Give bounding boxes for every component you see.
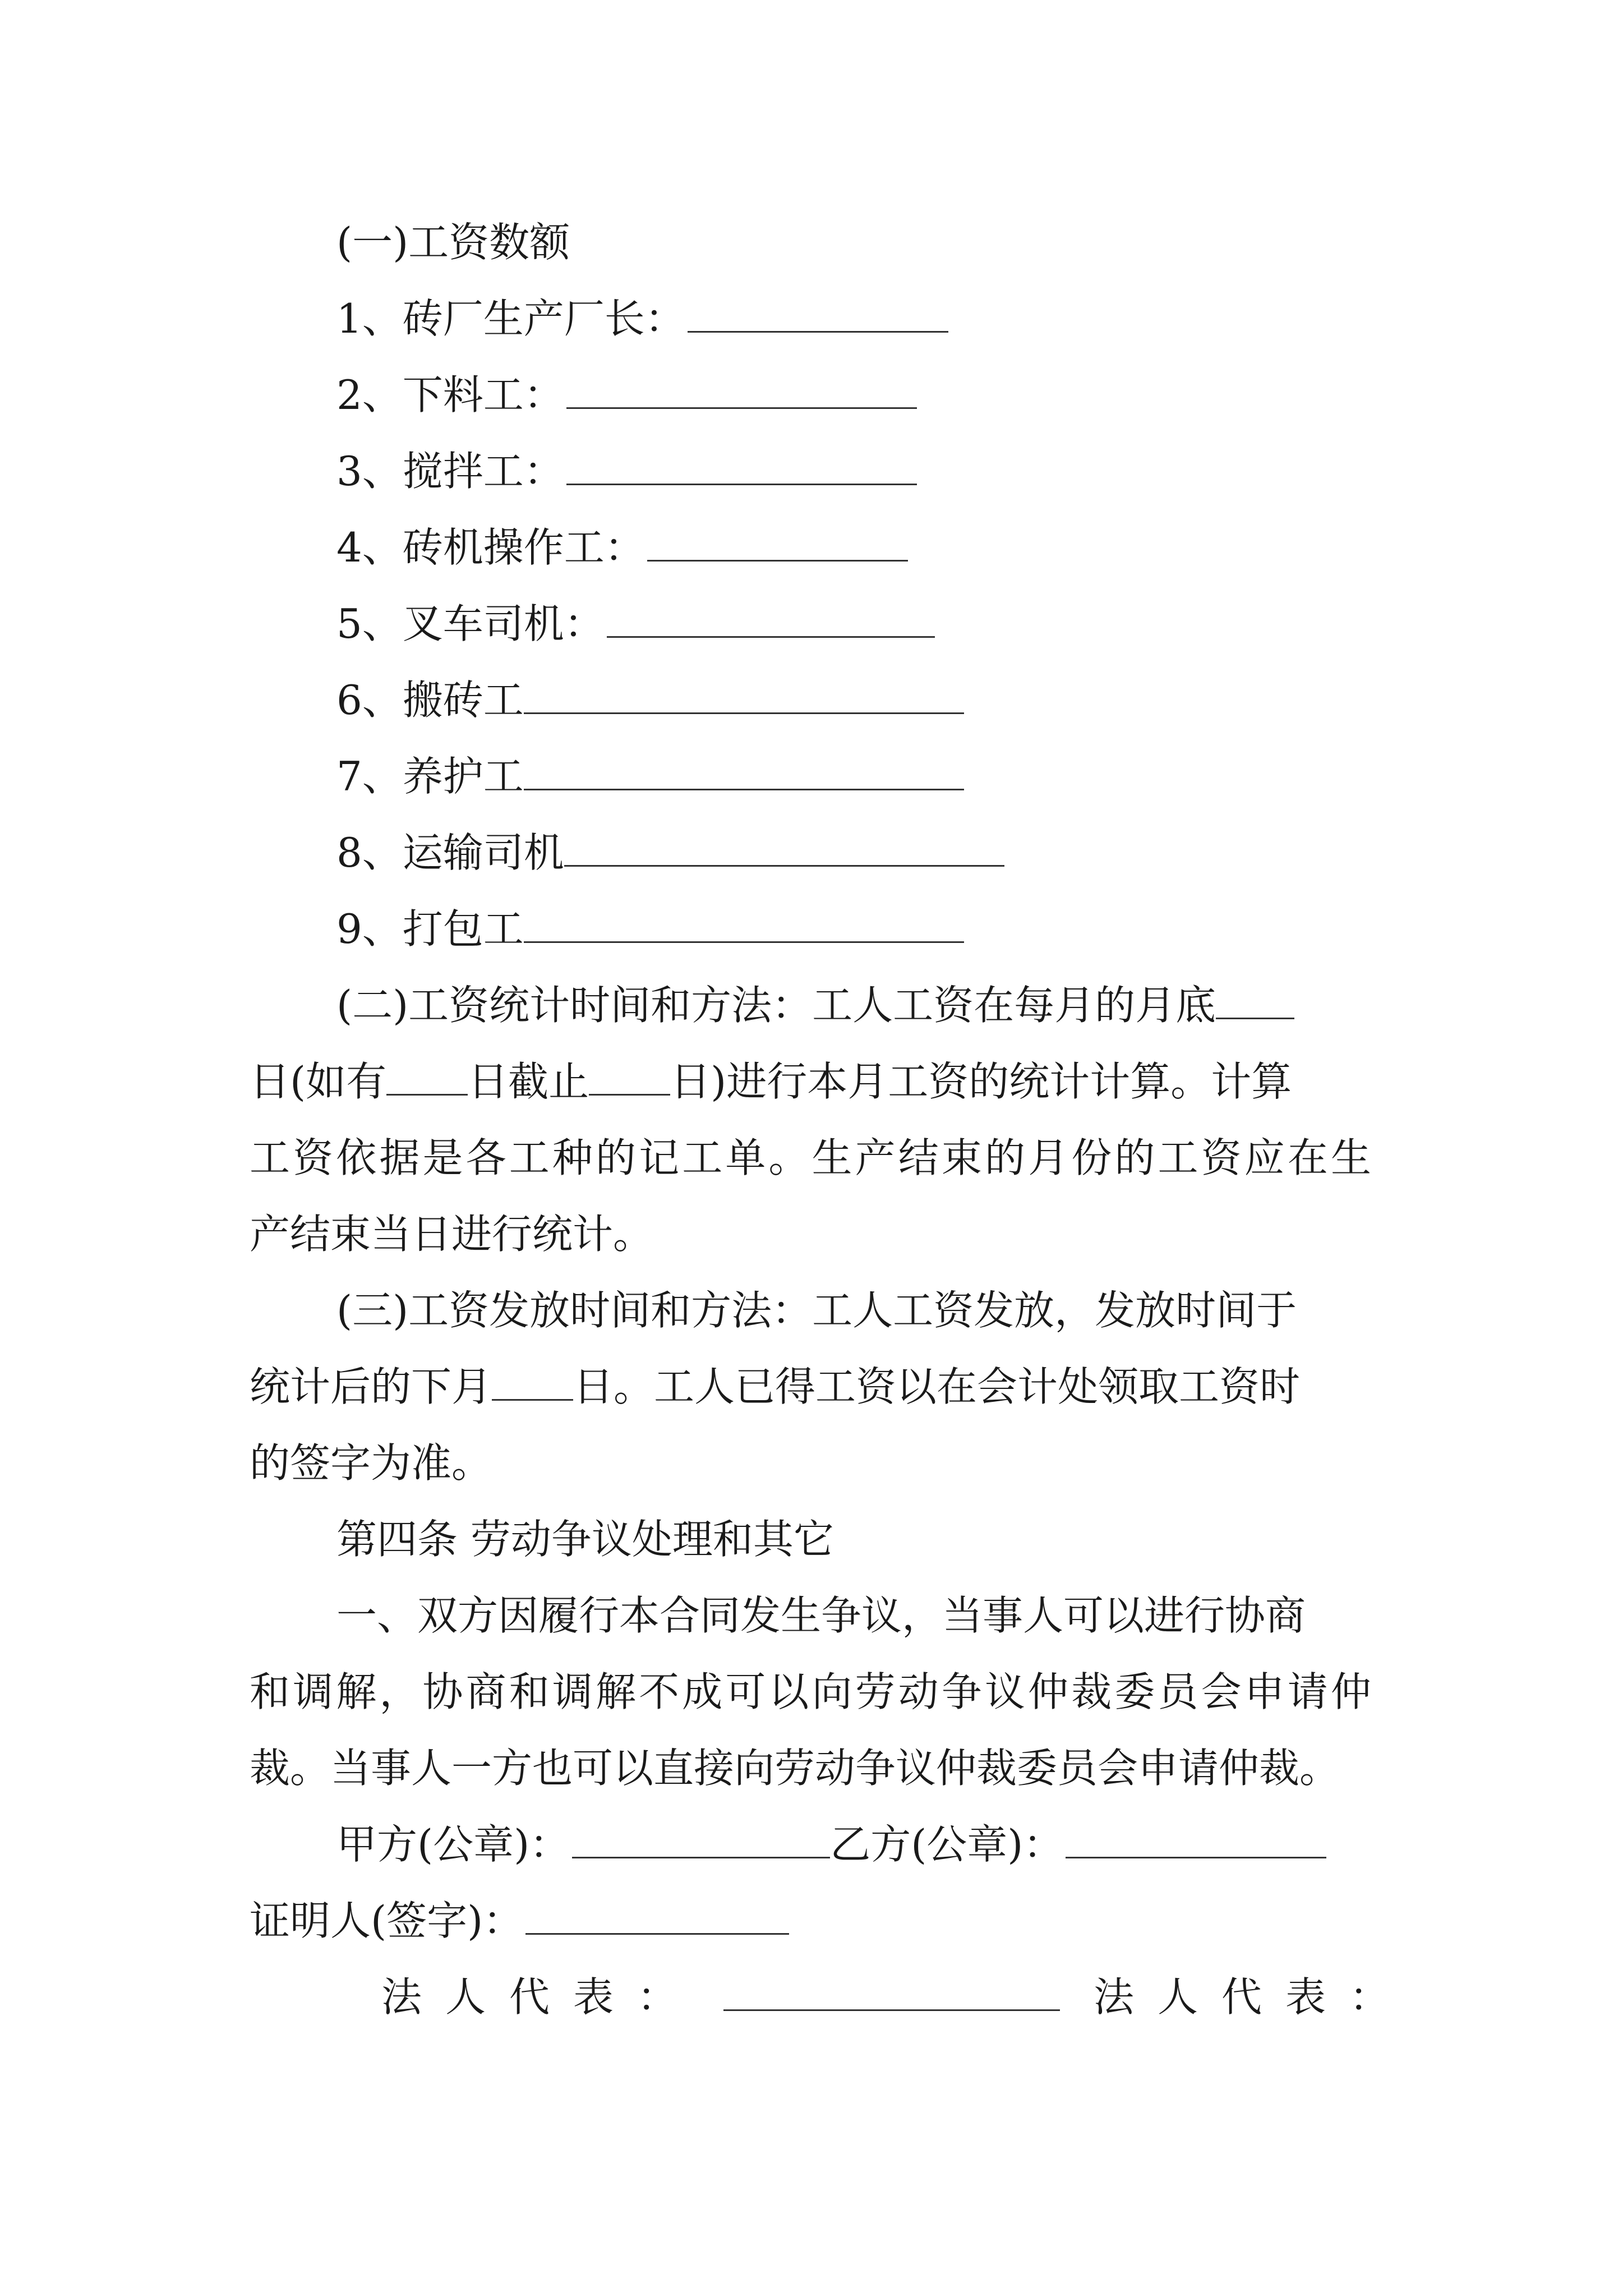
witness-line bbox=[250, 1893, 789, 1949]
stat-para-line-3: 工资依据是各工种的记工单。生产结束的月份的工资应在生 bbox=[250, 1134, 1371, 1181]
salary-item-1 bbox=[336, 291, 948, 347]
fill-blank[interactable] bbox=[524, 902, 964, 943]
fill-blank[interactable] bbox=[524, 673, 964, 714]
party-a-label: 甲方(公章)： bbox=[336, 1821, 570, 1868]
pay-para-text: 统计后的下月 bbox=[250, 1363, 492, 1410]
dispute-para-line-2: 和调解，协商和调解不成可以向劳动争议仲裁委员会申请仲 bbox=[250, 1668, 1371, 1715]
fill-blank[interactable] bbox=[492, 1360, 573, 1401]
fill-blank[interactable] bbox=[688, 292, 948, 333]
salary-item-label: 4、砖机操作工： bbox=[336, 524, 645, 571]
salary-item-label: 7、养护工 bbox=[336, 753, 524, 800]
stat-para-line-2 bbox=[250, 1053, 1292, 1110]
salary-amount-heading: (一)工资数额 bbox=[336, 219, 570, 266]
salary-item-label: 2、下料工： bbox=[336, 371, 564, 418]
salary-item-5 bbox=[336, 596, 935, 652]
stat-para-line-4: 产结束当日进行统计。 bbox=[250, 1211, 654, 1258]
fill-blank[interactable] bbox=[386, 1055, 468, 1096]
salary-item-label: 3、搅拌工： bbox=[336, 448, 564, 495]
salary-item-label: 8、运输司机 bbox=[336, 829, 564, 876]
pay-para-line-1: (三)工资发放时间和方法：工人工资发放，发放时间于 bbox=[336, 1287, 1297, 1334]
fill-blank[interactable] bbox=[647, 521, 908, 562]
salary-item-3 bbox=[336, 443, 917, 499]
legal-rep-a-label: 法人代表： bbox=[381, 1973, 702, 2021]
salary-item-9 bbox=[336, 901, 964, 957]
legal-rep-b-label: 法人代表： bbox=[1094, 1973, 1414, 2021]
dispute-para-line-1: 一、双方因履行本合同发生争议，当事人可以进行协商 bbox=[336, 1592, 1306, 1639]
stat-para-text: 日(如有 bbox=[250, 1058, 387, 1105]
witness-label: 证明人(签字)： bbox=[250, 1897, 524, 1944]
party-a-blank[interactable] bbox=[572, 1818, 830, 1858]
fill-blank[interactable] bbox=[566, 444, 917, 485]
salary-item-label: 9、打包工 bbox=[336, 905, 524, 953]
salary-item-8 bbox=[336, 825, 1004, 881]
salary-item-7 bbox=[336, 748, 964, 804]
salary-item-6 bbox=[336, 672, 964, 728]
stat-para-line-1 bbox=[336, 977, 1294, 1033]
fill-blank[interactable] bbox=[566, 368, 917, 409]
fill-blank[interactable] bbox=[524, 749, 964, 790]
party-seal-line bbox=[336, 1816, 1326, 1872]
article-4-title: 第四条 劳动争议处理和其它 bbox=[336, 1516, 834, 1563]
witness-blank[interactable] bbox=[525, 1894, 789, 1935]
fill-blank[interactable] bbox=[607, 597, 935, 638]
dispute-para-line-3: 裁。当事人一方也可以直接向劳动争议仲裁委员会申请仲裁。 bbox=[250, 1745, 1340, 1792]
stat-para-text: 日)进行本月工资的统计计算。计算 bbox=[670, 1058, 1292, 1105]
pay-para-text: 日。工人已得工资以在会计处领取工资时 bbox=[573, 1363, 1301, 1410]
party-b-blank[interactable] bbox=[1066, 1818, 1326, 1858]
legal-rep-a-blank[interactable] bbox=[723, 1970, 1060, 2011]
stat-para-text: (二)工资统计时间和方法：工人工资在每月的月底 bbox=[336, 982, 1216, 1029]
salary-item-4 bbox=[336, 519, 908, 576]
salary-item-2 bbox=[336, 367, 917, 423]
fill-blank[interactable] bbox=[589, 1055, 670, 1096]
party-b-label: 乙方(公章)： bbox=[830, 1821, 1064, 1868]
fill-blank[interactable] bbox=[564, 826, 1004, 867]
salary-item-label: 6、搬砖工 bbox=[336, 677, 524, 724]
fill-blank[interactable] bbox=[1216, 978, 1294, 1019]
pay-para-line-2 bbox=[250, 1359, 1300, 1415]
legal-rep-line bbox=[381, 1969, 1413, 2025]
stat-para-text: 日截止 bbox=[468, 1058, 589, 1105]
pay-para-line-3: 的签字为准。 bbox=[250, 1439, 492, 1487]
salary-item-label: 1、砖厂生产厂长： bbox=[336, 295, 685, 342]
salary-item-label: 5、叉车司机： bbox=[336, 600, 605, 647]
